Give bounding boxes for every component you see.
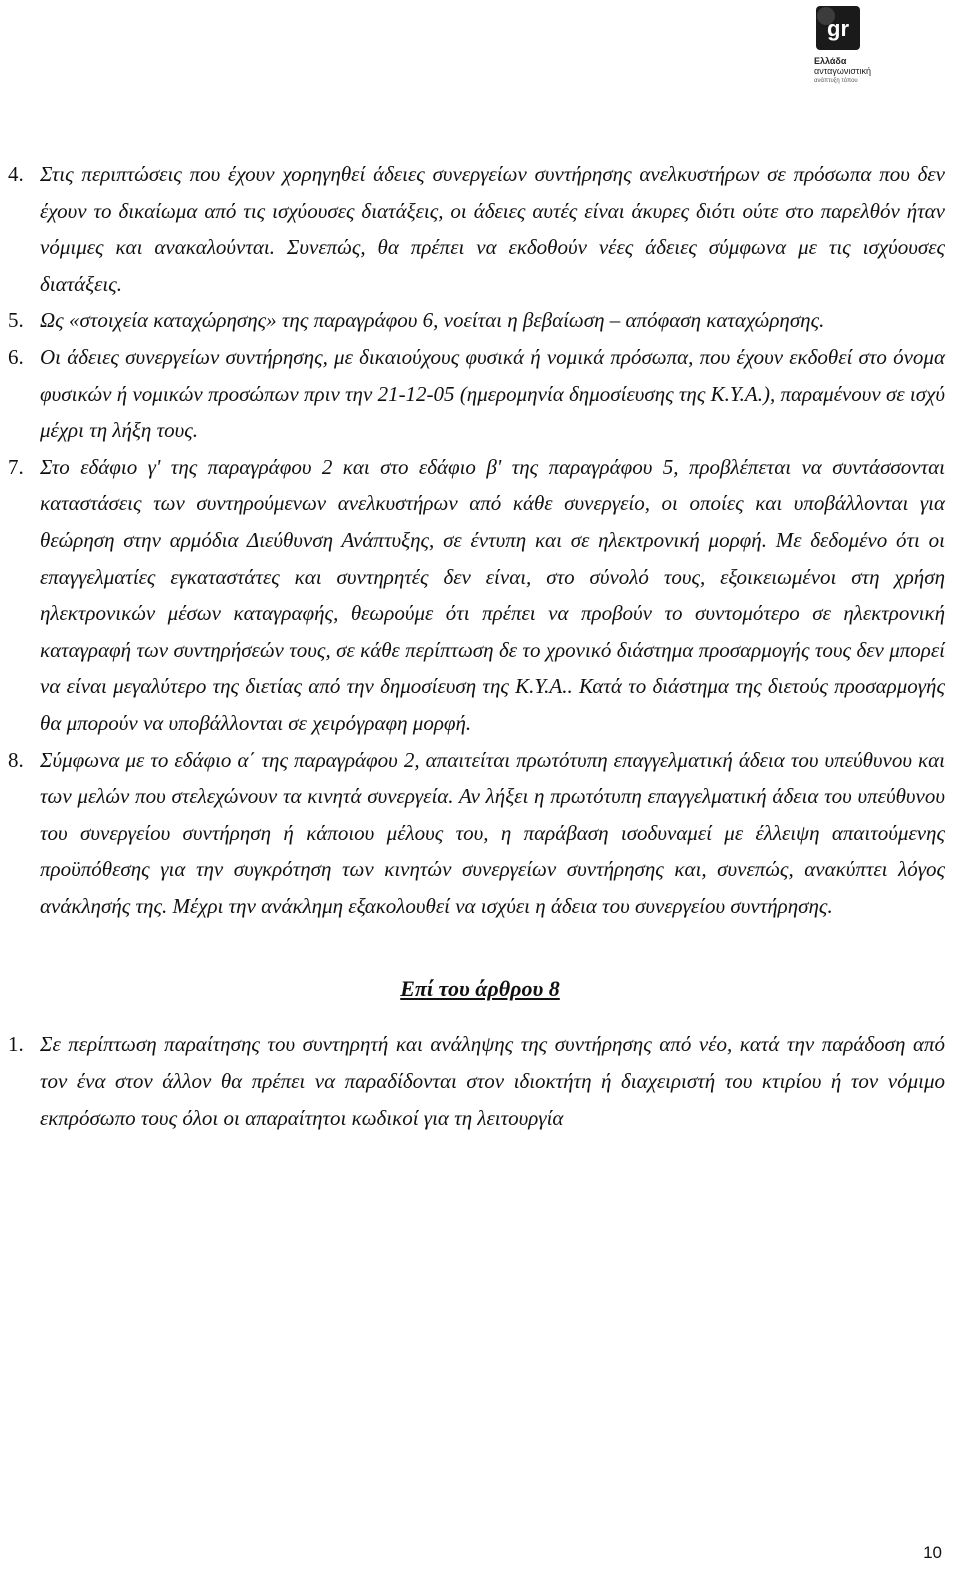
logo (794, 6, 882, 92)
item-number: 5. (8, 308, 24, 333)
item-number: 4. (8, 162, 24, 186)
logo-line-2: ανταγωνιστική (814, 66, 871, 76)
logo-mark-text: gr (827, 16, 849, 41)
list-item-article8-1 (0, 1026, 960, 1136)
logo-line-1: Ελλάδα (814, 56, 847, 66)
document-body (0, 156, 960, 1136)
item-text: Στις περιπτώσεις που έχουν χορηγηθεί άδειες συνεργείων συντήρησης ανελκυστήρων σε πρόσωπα που δεν έχουν το δικαίωμα από τις ισχύουσες διατάξεις, οι άδειες αυτές είναι άκυρες διότι ούτε στο παρελθόν ήταν νόμιμες και ανακαλούνται. Συνεπώς, θα πρέπει να εκδοθούν νέες άδειες σύμφωνα με τις ισχύουσες διατάξεις. (40, 162, 945, 296)
list-item-7 (0, 449, 960, 742)
page-number: 10 (923, 1543, 942, 1562)
item-text: Οι άδειες συνεργείων συντήρησης, με δικαιούχους φυσικά ή νομικά πρόσωπα, που έχουν εκδοθεί στο όνομα φυσικών ή νομικών προσώπων πριν την 21-12-05 (ημερομηνία δημοσίευσης της Κ.Υ.Α.), παραμένουν σε ισχύ μέχρι τη λήξη τους. (40, 344, 945, 443)
logo-line-3: ανάπτυξη τόπου (814, 78, 858, 84)
item-number: 6. (8, 344, 24, 369)
section-heading: Επί του άρθρου 8 (400, 976, 560, 1002)
item-text: Σε περίπτωση παραίτησης του συντηρητή και ανάληψης της συντήρησης από νέο, κατά την παράδοση από τον ένα στον άλλον θα πρέπει να παραδίδονται στον ιδιοκτήτη ή διαχειριστή του κτιρίου ή τον νόμιμο εκπρόσωπο τους όλοι οι απαραίτητοι κωδικοί για τη λειτουργία (40, 1032, 945, 1130)
item-text: Σύμφωνα με το εδάφιο α΄ της παραγράφου 2, απαιτείται πρωτότυπη επαγγελματική άδεια του υπεύθυνου και των μελών που στελεχώνουν τα κινητά συνεργεία. Αν λήξει η πρωτότυπη επαγγελματική άδεια του υπεύθυνου του συνεργείου συντήρηση ή κάποιου μέλους του, η παράβαση ισοδυναμεί με έλλειψη απαιτούμενης προϋπόθεσης για την συγκρότηση των κινητών συνεργείων συντήρησης και, συνεπώς, ανακύπτει λόγος ανάκλησής της. Μέχρι την ανάκλημη εξακολουθεί να ισχύει η άδεια του συνεργείου συντήρησης. (40, 747, 945, 918)
list-item-6 (0, 339, 960, 449)
item-text: Ως «στοιχεία καταχώρησης» της παραγράφου 6, νοείται η βεβαίωση – απόφαση καταχώρησης. (40, 308, 825, 333)
logo-text (794, 56, 882, 86)
item-text: Στο εδάφιο γ' της παραγράφου 2 και στο εδάφιο β' της παραγράφου 5, προβλέπεται να συντάσσονται καταστάσεις των συντηρούμενων ανελκυστήρων από κάθε συνεργείο, οι οποίες και υποβάλλονται για θεώρηση στην αρμόδια Διεύθυνση Ανάπτυξης, σε έντυπη και σε ηλεκτρονική μορφή. Με δεδομένο ότι οι επαγγελματίες εγκαταστάτες και συντηρητές δεν είναι, στο σύνολό τους, εξοικειωμένοι στη χρήση ηλεκτρονικών μέσων καταγραφής, θεωρούμε ότι πρέπει να προβούν το συντομότερο σε ηλεκτρονική καταγραφή των συντηρήσεών τους, σε κάθε περίπτωση δε το χρονικό διάστημα προσαρμογής τους δεν μπορεί να είναι μεγαλύτερο της διετίας από την δημοσίευση της Κ.Υ.Α.. Κατά το διάστημα της διετούς προσαρμογής θα μπορούν να υποβάλλονται σε χειρόγραφη μορφή. (40, 454, 945, 735)
item-number: 7. (8, 454, 24, 479)
item-number: 1. (8, 1032, 24, 1057)
logo-mark-icon (816, 6, 860, 50)
list-item-5 (0, 302, 960, 339)
list-item-4 (0, 156, 960, 302)
list-item-8 (0, 742, 960, 925)
item-number: 8. (8, 747, 24, 772)
